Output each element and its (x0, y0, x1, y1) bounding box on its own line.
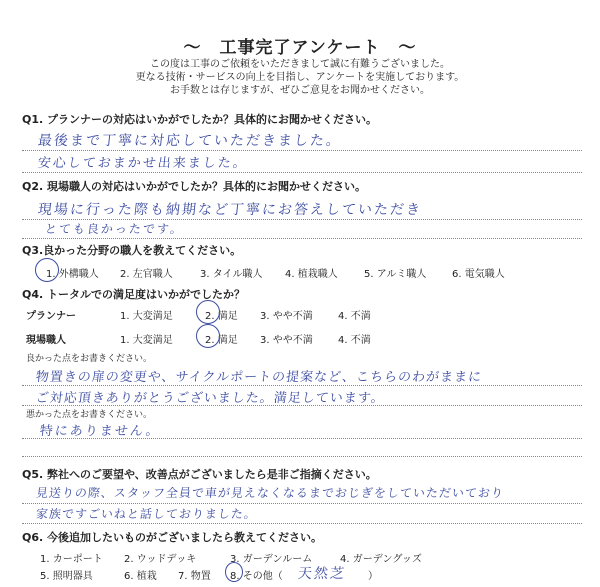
q3-option-1: 1. 外構職人 (46, 269, 99, 280)
answer-rule (22, 150, 582, 151)
answer-rule (22, 503, 582, 504)
q3-option-3: 3. タイル職人 (200, 269, 263, 280)
answer-rule (22, 405, 582, 406)
q1-answer-line: 最後まで丁寧に対応していただきました。 (37, 133, 343, 149)
q4-planner-option-2: 2. 満足 (205, 311, 238, 322)
q6-option-4: 4. ガーデングッズ (340, 554, 422, 565)
q4-good-label: 良かった点をお書きください。 (26, 354, 153, 364)
answer-rule (22, 456, 582, 457)
q5-answer-line: 家族ですごいねと話しておりました。 (35, 507, 258, 521)
q3-option-5: 5. アルミ職人 (364, 269, 427, 280)
answer-rule (22, 238, 582, 239)
q2-answer-line: 現場に行った際も納期など丁寧にお答えしていただき (37, 202, 423, 218)
intro-line: この度は工事のご依頼をいただきまして誠に有難うございました。 (150, 59, 450, 70)
survey-intro (0, 58, 600, 97)
q2-question: Q2. 現場職人の対応はいかがでしたか？具体的にお聞かせください。 (22, 180, 367, 193)
q4-planner-option-3: 3. やや不満 (260, 311, 313, 322)
q6-option-6: 6. 植栽 (124, 571, 157, 582)
q2-answer-line: とても良かったです。 (44, 222, 185, 236)
q6-other-close: ） (368, 571, 378, 582)
q6-question: Q6. 今後追加したいものがございましたら教えてください。 (22, 531, 323, 544)
selection-circle (196, 324, 220, 348)
q6-option-2: 2. ウッドデッキ (124, 554, 197, 565)
answer-rule (22, 438, 582, 439)
q6-option-5: 5. 照明器具 (40, 571, 93, 582)
answer-rule (22, 385, 582, 386)
answer-rule (22, 523, 582, 524)
q6-option-8: 8. その他（ (230, 571, 283, 582)
q4-bad-answer: 特にありません。 (39, 424, 162, 439)
q4-row-label-craftsman: 現場職人 (26, 335, 66, 346)
q6-option-1: 1. カーポート (40, 554, 103, 565)
survey-title: ～ 工事完了アンケート ～ (183, 38, 417, 58)
q4-row-label-planner: プランナー (26, 311, 76, 322)
q1-answer-line: 安心しておまかせ出来ました。 (37, 156, 249, 171)
q3-question: Q3.良かった分野の職人を教えてください。 (22, 244, 242, 257)
answer-rule (22, 172, 582, 173)
q4-question: Q4. トータルでの満足度はいかがでしたか？ (22, 288, 246, 301)
q1-question: Q1. プランナーの対応はいかがでしたか？具体的にお聞かせください。 (22, 113, 378, 126)
q6-option-7: 7. 物置 (178, 571, 211, 582)
selection-circle (225, 562, 243, 582)
q4-craftsman-option-1: 1. 大変満足 (120, 335, 173, 346)
q4-bad-label: 悪かった点をお書きください。 (26, 410, 153, 420)
selection-circle (35, 258, 59, 282)
selection-circle (196, 300, 220, 324)
q5-question: Q5. 弊社へのご要望や、改善点がございましたら是非ご指摘ください。 (22, 468, 377, 481)
q4-planner-option-4: 4. 不満 (338, 311, 371, 322)
q4-planner-option-1: 1. 大変満足 (120, 311, 173, 322)
intro-line: お手数とは存じますが、ぜひご意見をお聞かせください。 (170, 85, 430, 96)
q4-craftsman-option-2: 2. 満足 (205, 335, 238, 346)
q6-other-answer: 天然芝 (297, 566, 347, 582)
q6-option-3: 3. ガーデンルーム (230, 554, 313, 565)
q3-option-2: 2. 左官職人 (120, 269, 173, 280)
q4-craftsman-option-3: 3. やや不満 (260, 335, 313, 346)
q3-option-6: 6. 電気職人 (452, 269, 505, 280)
q5-answer-line: 見送りの際、スタッフ全員で車が見えなくなるまでおじぎをしていただいており (35, 486, 505, 500)
q4-craftsman-option-4: 4. 不満 (338, 335, 371, 346)
q4-good-answer-line: ご対応頂きありがとうございました。満足しています。 (35, 391, 386, 406)
q4-good-answer-line: 物置きの扉の変更や、サイクルポートの提案など、こちらのわがままに (35, 370, 483, 385)
q3-option-4: 4. 植栽職人 (285, 269, 338, 280)
intro-line: 更なる技術・サービスの向上を目指し、アンケートを実施しております。 (135, 72, 465, 83)
